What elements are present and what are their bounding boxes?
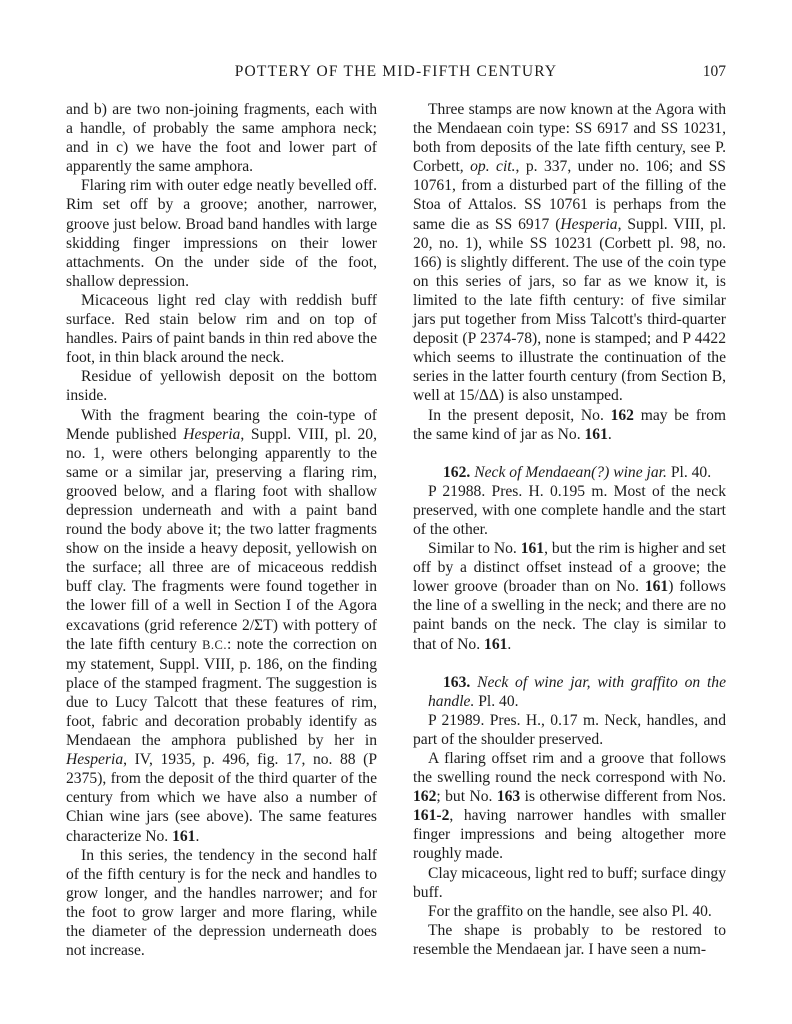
entry-number: 162. — [443, 463, 471, 481]
page-header — [60, 63, 732, 87]
text-run: ) follows the line of a swelling in the neck; and there are no paint bands on the neck. The clay is similar to that of No. — [413, 578, 726, 653]
journal-title: Hesperia — [183, 425, 241, 443]
text-run: , having narrower handles with smaller finger impressions and being altogether more roughly made. — [413, 807, 726, 863]
text-run: Similar to No. — [428, 540, 521, 558]
journal-title: Hesperia — [66, 751, 124, 769]
citation-abbreviation: op. cit. — [470, 158, 516, 176]
entry-title: Neck of Mendaean(?) wine jar. — [474, 463, 667, 481]
text-run: . — [507, 635, 512, 653]
entry-title: Neck of wine jar, with graffito on the handle. — [428, 673, 726, 710]
paragraph: For the graffito on the handle, see also Pl. 40. — [428, 902, 712, 920]
plate-reference: Pl. 40. — [670, 463, 712, 481]
text-run: With the fragment bearing the coin-type of Mende published — [66, 406, 377, 443]
catalog-reference: 161 — [520, 540, 545, 558]
text-run: , IV, 1935, p. 496, fig. 17, no. 88 (P 2375), from the deposit of the third quarter of the century from which we have also a number of Chian wine jars (see above). The same features characterize No. — [66, 751, 377, 845]
paragraph: Flaring rim with outer edge neatly bevelled off. Rim set off by a groove; another, narrower, groove just below. Broad band handles with large skidding finger impressions on their lower attachments. On the under side of the foot, shallow depression. — [66, 177, 377, 290]
paragraph — [413, 406, 726, 444]
text-run: , p. 337, under no. 106; and SS 10761, from a disturbed part of the filling of the Stoa of Attalos. SS 10761 is perhaps from the same die as SS 6917 ( — [413, 158, 726, 233]
page-number: 107 — [702, 63, 726, 80]
catalog-reference: 161 — [172, 827, 196, 845]
paragraph — [413, 539, 726, 654]
plate-reference: Pl. 40. — [478, 692, 519, 710]
paragraph: P 21988. Pres. H. 0.195 m. Most of the neck preserved, with one complete handle and the start of the other. — [413, 482, 726, 538]
paragraph — [413, 749, 726, 864]
catalog-reference: 162 — [610, 406, 634, 424]
catalog-reference: 161 — [584, 425, 608, 443]
running-title: POTTERY OF THE MID-FIFTH CENTURY — [234, 63, 558, 80]
paragraph — [66, 406, 377, 846]
entry-number: 163. — [443, 673, 471, 691]
era-abbreviation: B.C. — [202, 637, 228, 652]
right-column — [413, 100, 726, 959]
text-run: . — [607, 425, 612, 443]
catalog-reference: 163 — [496, 788, 521, 806]
text-run: is otherwise different from Nos. — [520, 788, 726, 806]
catalog-entry-heading — [413, 463, 726, 482]
text-run: may be from the same kind of jar as No. — [413, 406, 727, 443]
text-run: , Suppl. VIII, pl. 20, no. 1, were others belonging apparently to the same or a similar jar, preserving a flaring rim, grooved below, and a flaring foot with shallow depression underneath and with a paint band round the body above it; the two latter fragments show on the inside a heavy deposit, yellowish on the surface; all three are of micaceous reddish buff clay. The fragments were found together in the lower fill of a well in Section I of the Agora excavations (grid reference 2/ΣT) with pottery of the late fifth century — [66, 425, 377, 653]
catalog-reference: 162 — [413, 788, 437, 806]
text-run: , Suppl. VIII, pl. 20, no. 1), while SS 10231 (Corbett pl. 98, no. 166) is slightly different. The use of the coin type on this series of jars, so far as we know it, is limited to the late fifth century: of five similar jars put together from Miss Talcott's third-quarter deposit (P 2374-78), none is stamped; and P 4422 which seems to illustrate the continuation of the series in the latter fourth century (from Section B, well at 15/ΔΔ) is also unstamped. — [413, 215, 726, 405]
paragraph — [413, 100, 726, 406]
journal-title: Hesperia — [560, 215, 618, 233]
text-run: Three stamps are now known at the Agora with the Mendaean coin type: SS 6917 and SS 10231, both from deposits of the late fifth century, see P. Corbett, — [413, 101, 726, 176]
catalog-reference: 161-2 — [413, 807, 450, 825]
paragraph: Micaceous light red clay with reddish buff surface. Red stain below rim and on top of handles. Pairs of paint bands in thin red above the foot, in thin black around the neck. — [66, 291, 377, 367]
text-run: . — [195, 827, 200, 845]
paragraph: In this series, the tendency in the second half of the fifth century is for the neck and handles to grow longer, and the handles narrower; and for the foot to grow larger and more flaring, while the diameter of the depression underneath does not increase. — [66, 846, 377, 960]
text-run: A flaring offset rim and a groove that follows the swelling round the neck correspond with No. — [413, 750, 726, 787]
text-run: : note the correction on my statement, Suppl. VIII, p. 186, on the finding place of the stamped fragment. The suggestion is due to Lucy Talcott that these features of rim, foot, fabric and decoration probably identify as Mendaean the amphora published by her in — [66, 635, 377, 750]
catalog-reference: 161 — [644, 578, 669, 596]
left-column — [66, 100, 377, 960]
text-run: In the present deposit, No. — [428, 406, 611, 424]
paragraph: The shape is probably to be restored to resemble the Mendaean jar. I have seen a num- — [413, 921, 726, 958]
text-run: ; but No. — [436, 788, 497, 806]
catalog-reference: 161 — [484, 635, 508, 653]
catalog-entry-heading — [413, 673, 726, 711]
paragraph: and b) are two non-joining fragments, each with a handle, of probably the same amphora neck; and in c) we have the foot and lower part of apparently the same amphora. — [66, 101, 377, 176]
text-run: , but the rim is higher and set off by a distinct offset instead of a groove; the lower groove (broader than on No. — [413, 540, 726, 596]
paragraph: Residue of yellowish deposit on the bottom inside. — [66, 368, 377, 405]
paragraph: Clay micaceous, light red to buff; surface dingy buff. — [413, 864, 726, 901]
paragraph: P 21989. Pres. H., 0.17 m. Neck, handles, and part of the shoulder preserved. — [413, 711, 726, 748]
